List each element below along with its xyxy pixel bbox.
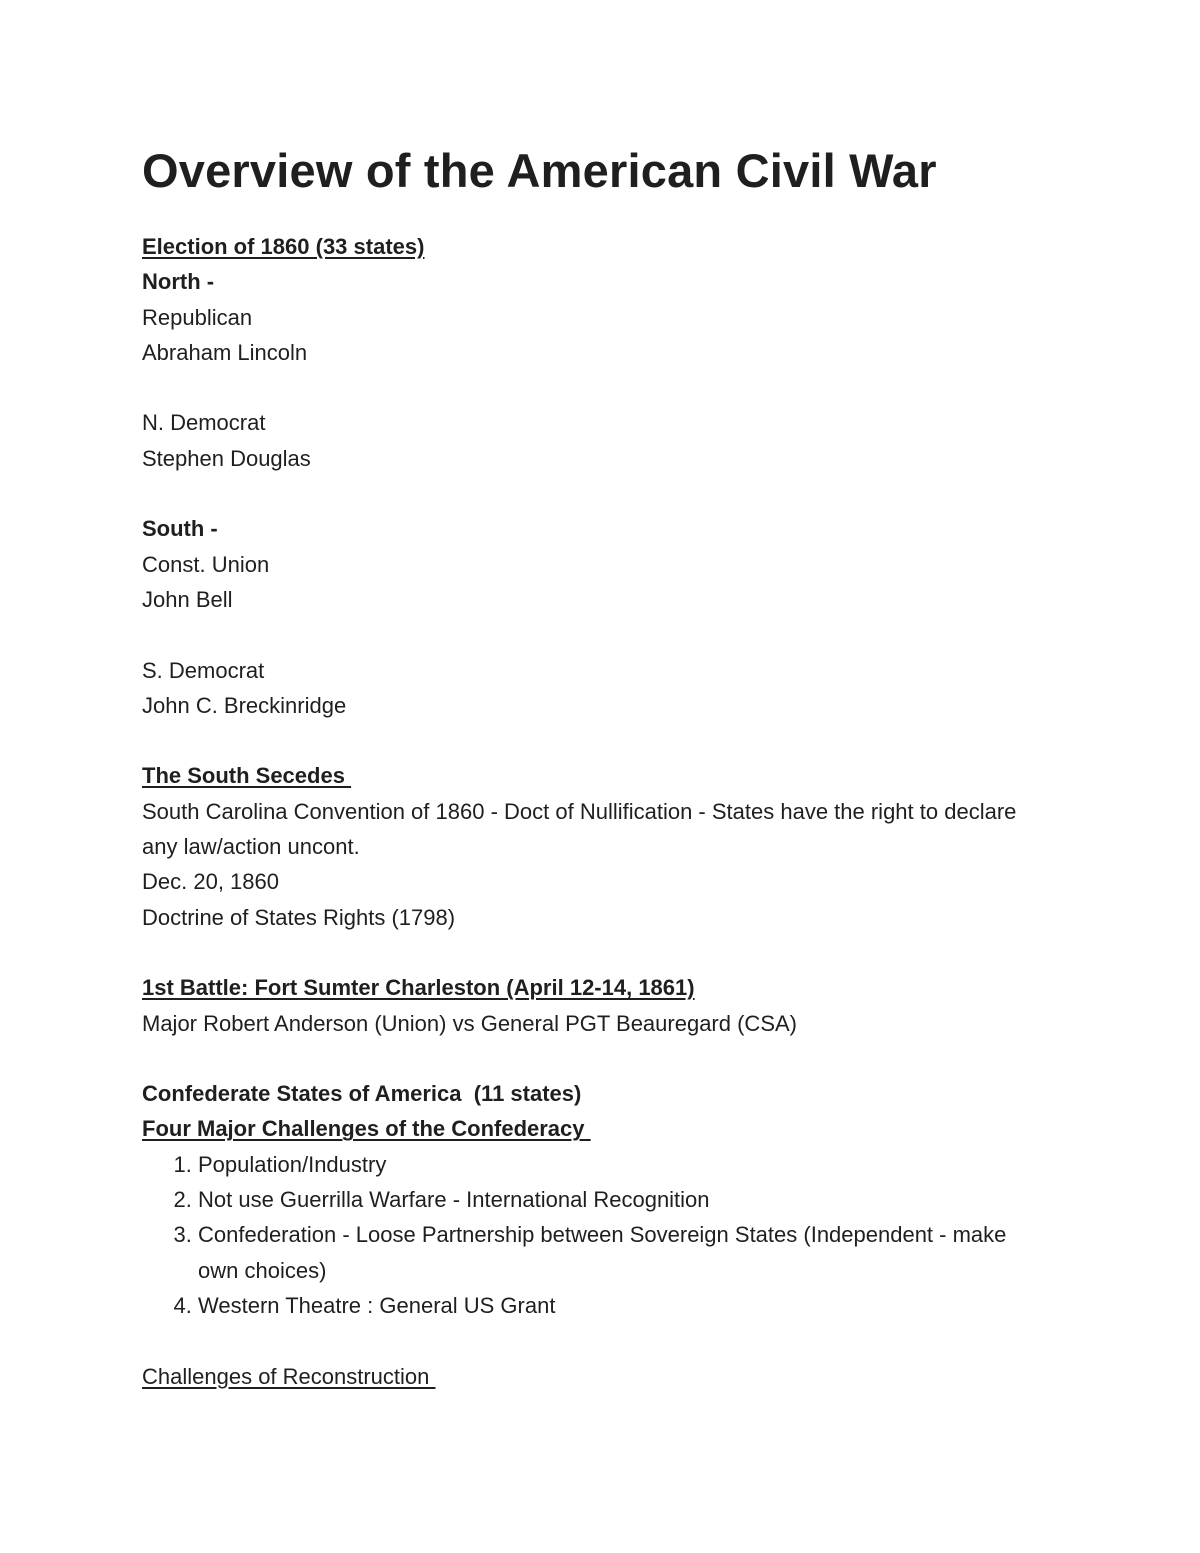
- const-union-candidate: John Bell: [142, 586, 233, 612]
- republican-candidate: Abraham Lincoln: [142, 339, 308, 365]
- spacer: [142, 1041, 1042, 1076]
- spacer: [142, 723, 1042, 758]
- confederacy-heading: Confederate States of America (11 states): [142, 1081, 582, 1107]
- challenges-list: [142, 1147, 1042, 1323]
- list-item: 2. Not use Guerrilla Warfare - International Recognition: [198, 1182, 1018, 1217]
- south-label: South -: [142, 516, 218, 542]
- spacer: [142, 1323, 1042, 1358]
- election-section: [142, 229, 1042, 723]
- spacer: [142, 935, 1042, 970]
- reconstruction-heading: Challenges of Reconstruction: [142, 1363, 436, 1389]
- list-item: 1. Population/Industry: [198, 1147, 1018, 1182]
- document-page: [142, 136, 1042, 1394]
- republican-party: Republican: [142, 304, 253, 330]
- north-label: North -: [142, 269, 215, 295]
- challenges-heading: Four Major Challenges of the Confederacy: [142, 1116, 591, 1142]
- reconstruction-section: [142, 1359, 1042, 1394]
- secession-convention-text: South Carolina Convention of 1860 - Doct of Nullification - States have the right to declare any law/action uncont.: [142, 798, 1017, 860]
- spacer: [142, 476, 1042, 511]
- secession-section: [142, 758, 1042, 934]
- secession-date: Dec. 20, 1860: [142, 869, 279, 895]
- election-heading: Election of 1860 (33 states): [142, 234, 425, 259]
- list-item: 4. Western Theatre : General US Grant: [198, 1288, 1018, 1323]
- s-democrat-party: S. Democrat: [142, 657, 265, 683]
- first-battle-section: [142, 970, 1042, 1041]
- spacer: [142, 617, 1042, 652]
- s-democrat-candidate: John C. Breckinridge: [142, 692, 347, 718]
- const-union-party: Const. Union: [142, 551, 270, 577]
- document-title: Overview of the American Civil War: [142, 144, 937, 197]
- first-battle-heading: 1st Battle: Fort Sumter Charleston (April 12-14, 1861): [142, 975, 695, 1001]
- confederacy-section: [142, 1076, 1042, 1323]
- secession-doctrine: Doctrine of States Rights (1798): [142, 904, 456, 930]
- secession-heading: The South Secedes: [142, 763, 352, 789]
- first-battle-commanders: Major Robert Anderson (Union) vs General PGT Beauregard (CSA): [142, 1010, 797, 1036]
- n-democrat-candidate: Stephen Douglas: [142, 445, 311, 471]
- list-item: 3. Confederation - Loose Partnership between Sovereign States (Independent - make own choices): [198, 1217, 1018, 1288]
- n-democrat-party: N. Democrat: [142, 410, 266, 436]
- spacer: [142, 370, 1042, 405]
